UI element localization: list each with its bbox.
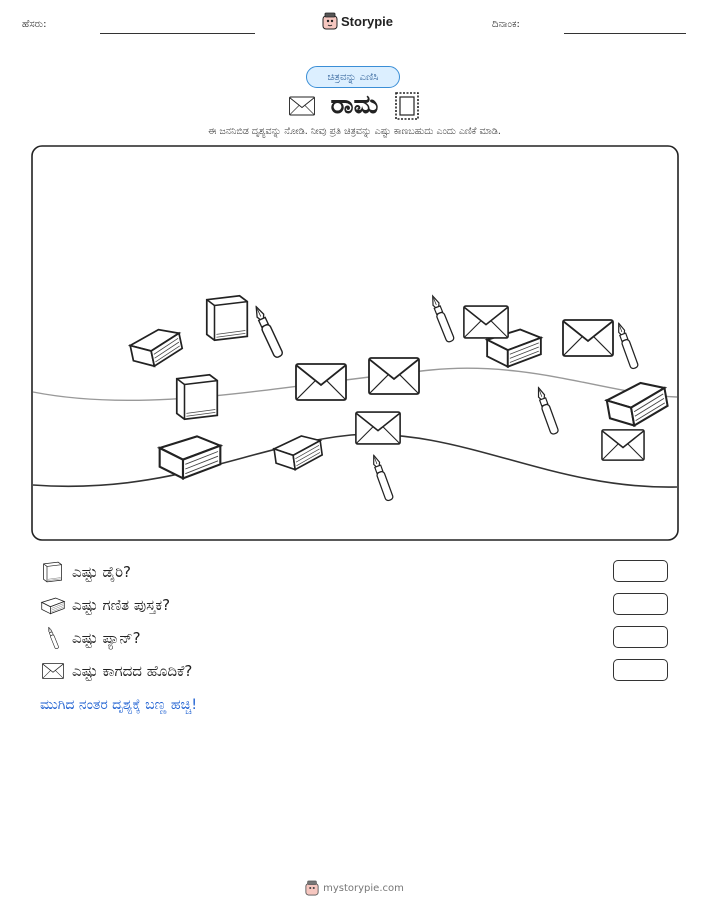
- question-envelope: [40, 658, 192, 684]
- diary-2: [177, 375, 217, 419]
- answer-box-pen[interactable]: [613, 626, 668, 648]
- envelope-icon: [289, 96, 315, 116]
- name-label: ಹೆಸರು:: [22, 19, 47, 30]
- envelope-2: [369, 358, 419, 394]
- diary-1: [207, 296, 247, 340]
- question-math-book: [40, 592, 170, 618]
- pen-icon: [40, 625, 66, 651]
- envelope-6: [602, 430, 644, 460]
- question-diary: [40, 559, 131, 585]
- question-text: ಎಷ್ಟು ಗಣಿತ ಪುಸ್ತಕ?: [72, 596, 171, 614]
- page-title: ರಾಮ: [330, 90, 379, 120]
- date-field-line[interactable]: [564, 33, 686, 34]
- counting-scene: [31, 145, 679, 541]
- name-field-line[interactable]: [100, 33, 255, 34]
- answer-box-envelope[interactable]: [613, 659, 668, 681]
- footer: [0, 880, 709, 896]
- count-badge: ಚಿತ್ರವನ್ನು ಎಣಿಸಿ: [306, 66, 400, 88]
- envelope-5: [563, 320, 613, 356]
- answer-box-math-book[interactable]: [613, 593, 668, 615]
- storypie-mascot-icon: [322, 12, 338, 30]
- envelope-3: [356, 412, 400, 444]
- envelope-4: [464, 306, 508, 338]
- question-pen: [40, 625, 141, 651]
- diary-icon: [40, 559, 66, 585]
- brand-logo: [322, 12, 393, 30]
- coloring-note: ಮುಗಿದ ನಂತರ ದೃಶ್ಯಕ್ಕೆ ಬಣ್ಣ ಹಚ್ಚಿ!: [40, 697, 198, 713]
- answer-box-diary[interactable]: [613, 560, 668, 582]
- date-label: ದಿನಾಂಕ:: [492, 19, 520, 30]
- question-text: ಎಷ್ಟು ಪ್ಯಾನ್?: [72, 629, 141, 647]
- stamp-icon: [394, 91, 420, 121]
- question-text: ಎಷ್ಟು ಡೈರಿ?: [72, 563, 132, 581]
- footer-site: mystorypie.com: [323, 882, 404, 894]
- storypie-mascot-icon: [305, 880, 319, 896]
- title-row: [0, 90, 709, 121]
- question-text: ಎಷ್ಟು ಕಾಗದದ ಹೊದಿಕೆ?: [72, 662, 193, 680]
- brand-name: Storypie: [341, 13, 394, 29]
- instructions-text: ಈ ಜನನಿಬಿಡ ದೃಶ್ಯವನ್ನು ನೋಡಿ. ನೀವು ಪ್ರತಿ ಚಿತ್ರವನ್ನು ಎಷ್ಟು ಕಾಣಬಹುದು ಎಂದು ಎಣಿಕೆ ಮಾಡಿ.: [208, 126, 501, 137]
- math-book-icon: [40, 592, 66, 618]
- envelope-icon: [40, 658, 66, 684]
- envelope-1: [296, 364, 346, 400]
